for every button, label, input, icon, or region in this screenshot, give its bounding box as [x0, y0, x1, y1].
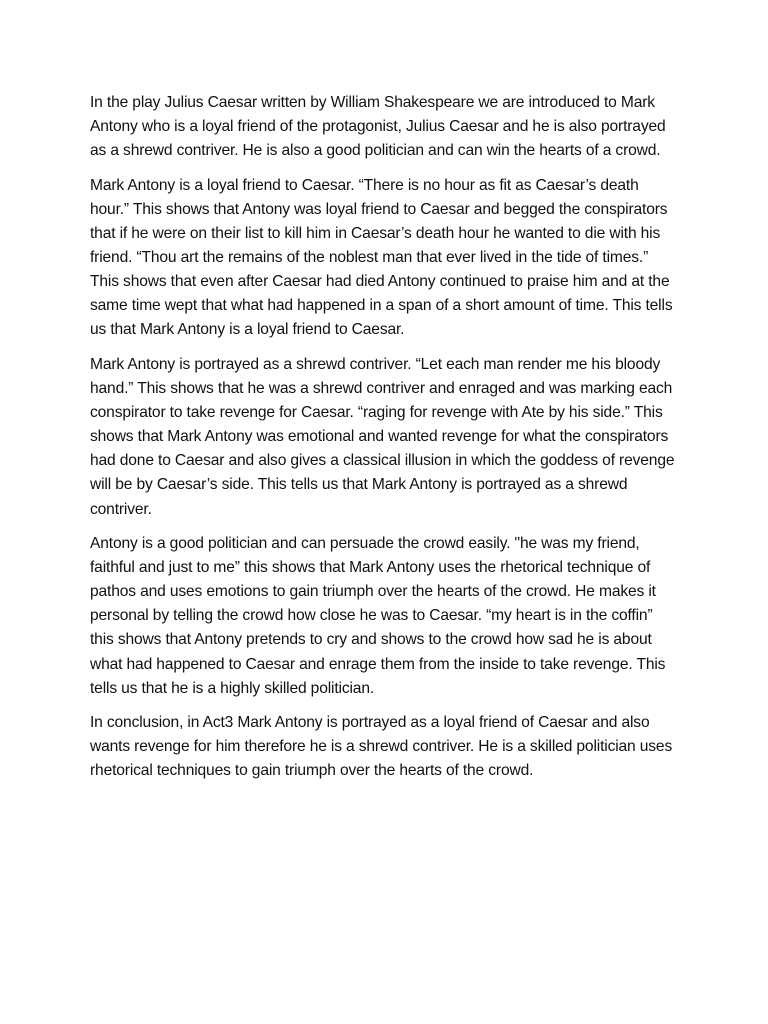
- essay-body: [90, 91, 680, 794]
- paragraph-shrewd-contriver: Mark Antony is portrayed as a shrewd contriver. “Let each man render me his bloody hand.” This shows that he was a shrewd contriver and enraged and was marking each conspirator to take revenge for Caesar. “raging for revenge with Ate by his side.” This shows that Mark Antony was emotional and wanted revenge for what the conspirators had done to Caesar and also gives a classical illusion in which the goddess of revenge will be by Caesar’s side. This tells us that Mark Antony is portrayed as a shrewd contriver.: [90, 355, 675, 518]
- paragraph-politician: Antony is a good politician and can persuade the crowd easily. "he was my friend, faithful and just to me” this shows that Mark Antony uses the rhetorical technique of pathos and uses emotions to gain triumph over the hearts of the crowd. He makes it personal by telling the crowd how close he was to Caesar. “my heart is in the coffin” this shows that Antony pretends to cry and shows to the crowd how sad he is about what had happened to Caesar and enrage them from the inside to take revenge. This tells us that he is a highly skilled politician.: [90, 535, 666, 697]
- paragraph-loyal-friend: Mark Antony is a loyal friend to Caesar. “There is no hour as fit as Caesar’s death hour.” This shows that Antony was loyal friend to Caesar and begged the conspirators that if he were on their list to kill him in Caesar’s death hour he wanted to die with his friend. “Thou art the remains of the noblest man that ever lived in the tide of times.” This shows that even after Caesar had died Antony continued to praise him and at the same time wept that what had happened in a span of a short amount of time. This tells us that Mark Antony is a loyal friend to Caesar.: [90, 176, 673, 339]
- paragraph-conclusion: In conclusion, in Act3 Mark Antony is portrayed as a loyal friend of Caesar and also wants revenge for him therefore he is a shrewd contriver. He is a skilled politician uses rhetorical techniques to gain triumph over the hearts of the crowd.: [90, 714, 673, 780]
- paragraph-introduction: In the play Julius Caesar written by William Shakespeare we are introduced to Mark Antony who is a loyal friend of the protagonist, Julius Caesar and he is also portrayed as a shrewd contriver. He is also a good politician and can win the hearts of a crowd.: [90, 94, 666, 160]
